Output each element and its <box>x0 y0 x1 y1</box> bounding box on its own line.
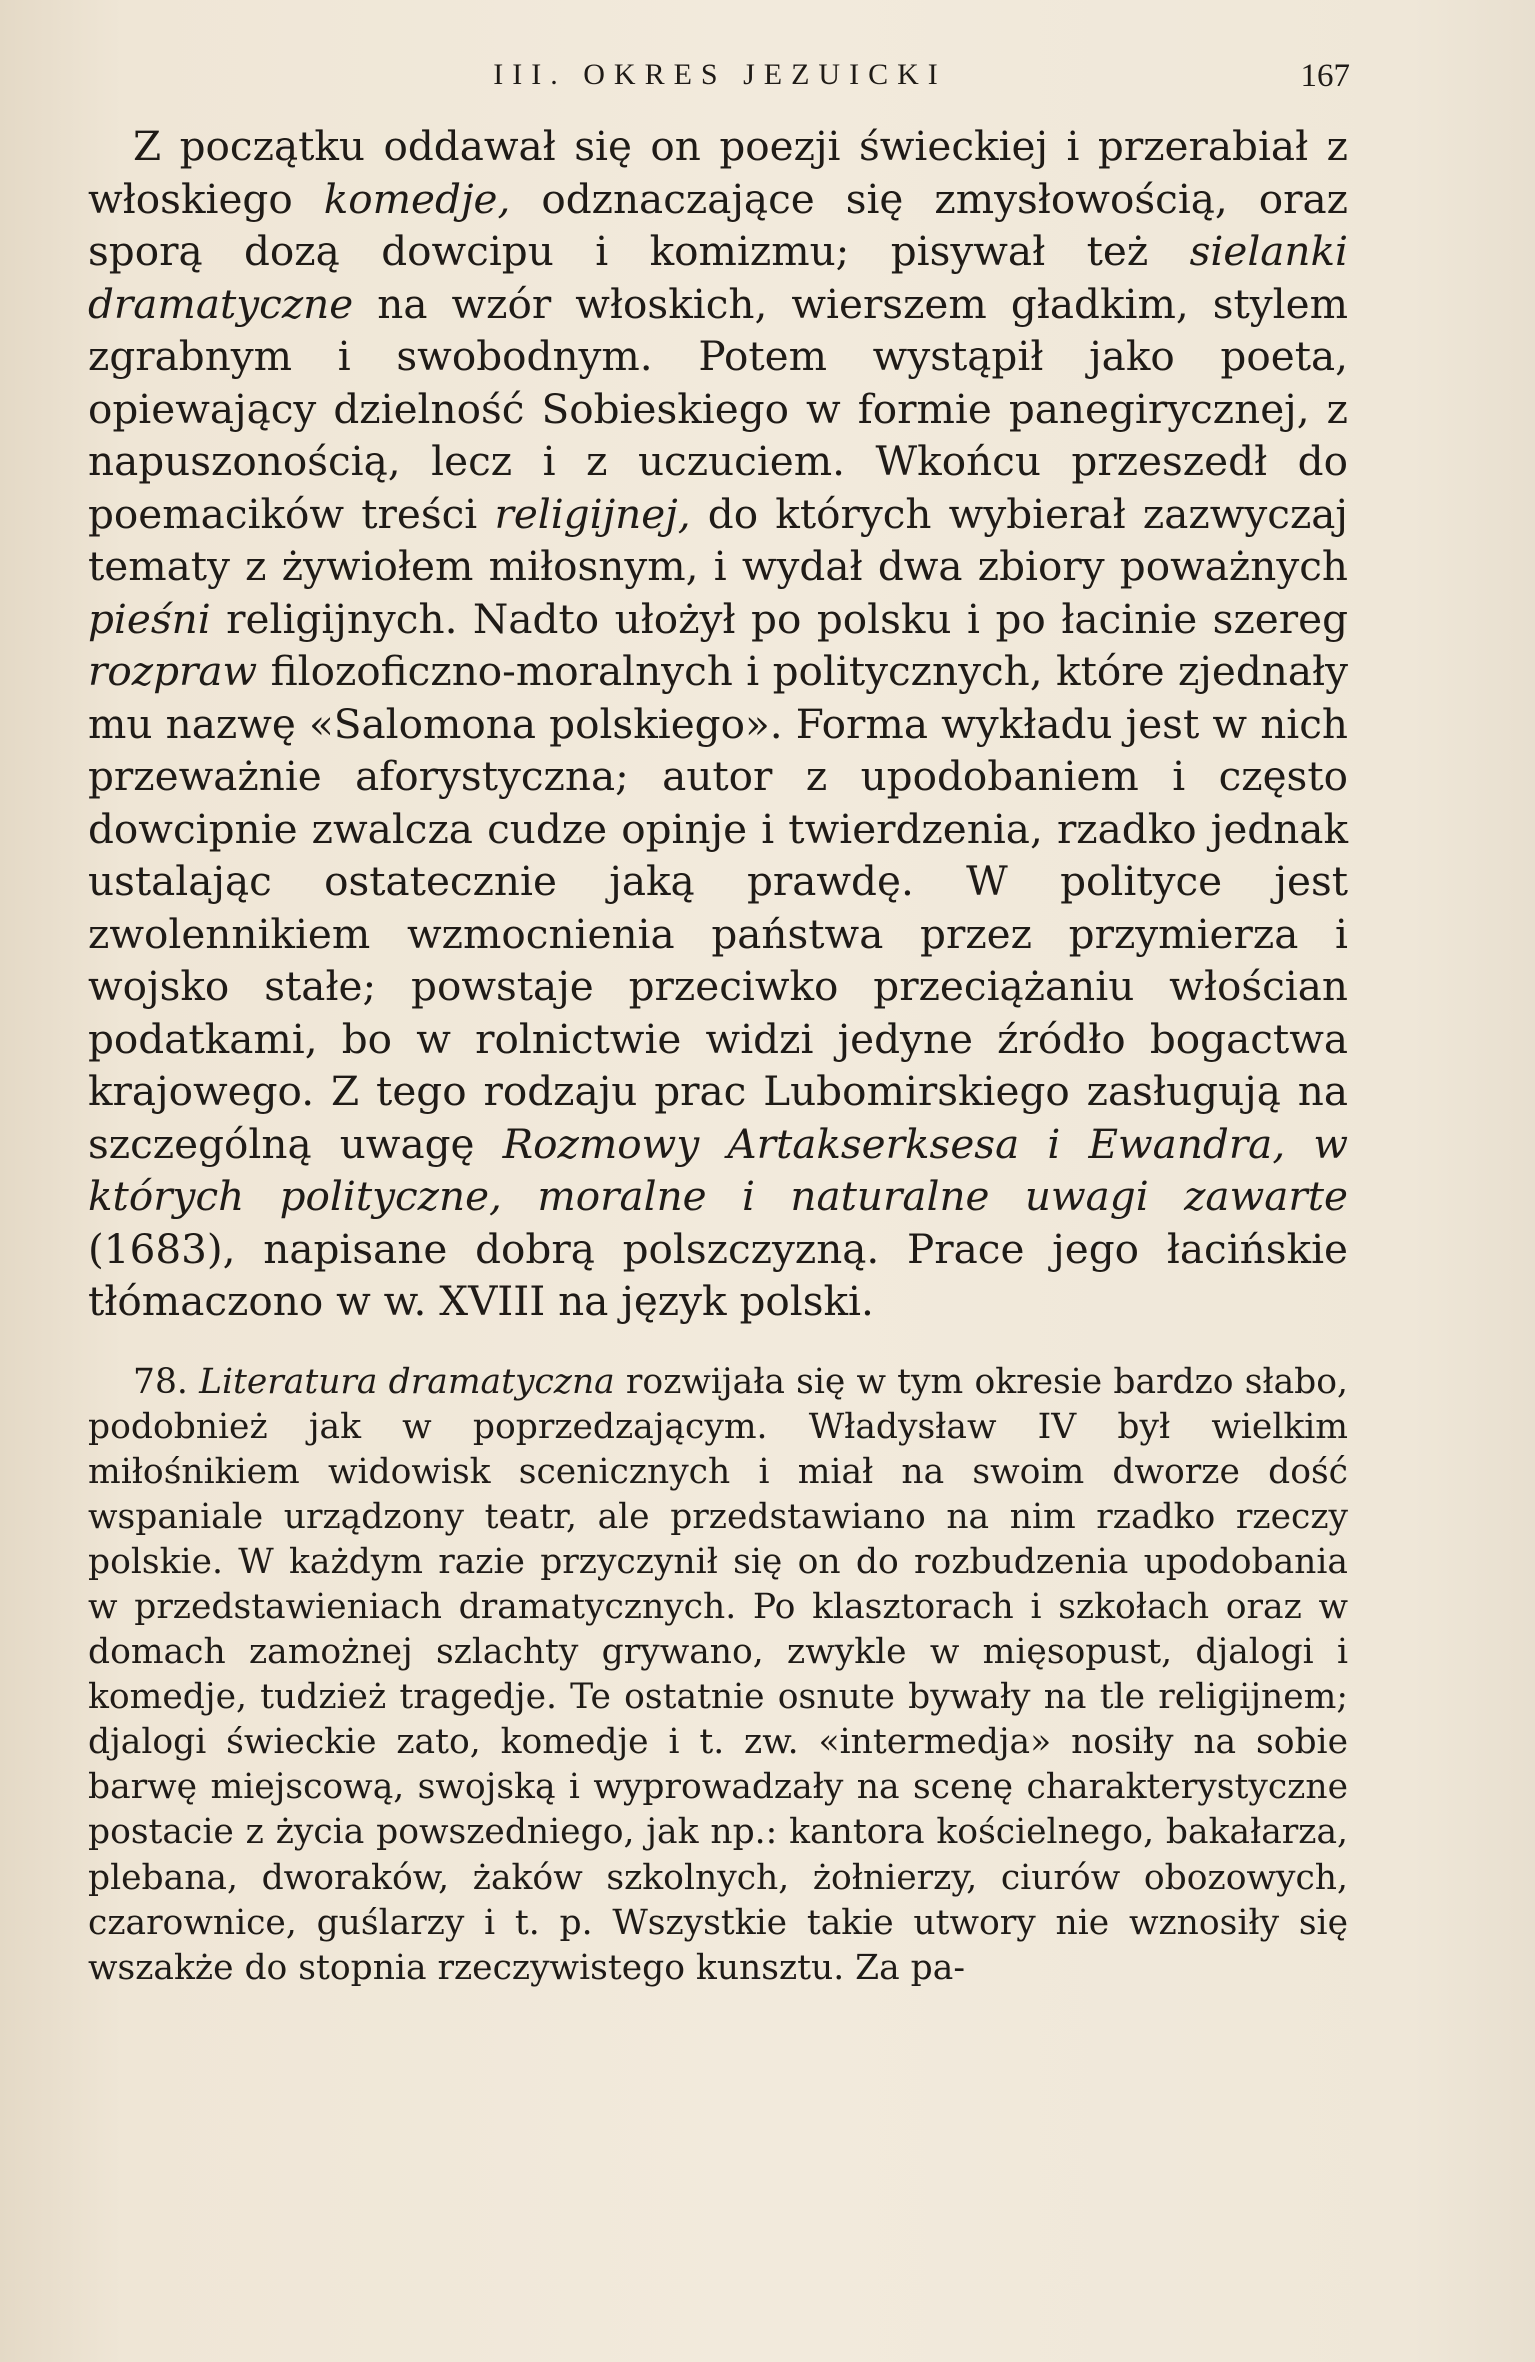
text-run: odznaczające się zmysłowością, oraz sporą dozą dowcipu i komizmu; pisywał też <box>88 174 1348 275</box>
italic-term: rozpraw <box>88 647 258 695</box>
italic-title: Rozmowy Artakserksesa i Ewandra, w których polityczne, moralne i naturalne uwagi zawarte <box>88 1119 1348 1220</box>
text-run: do których wybierał zazwyczaj tematy z żywiołem miłosnym, i wydał dwa zbiory poważnych <box>88 489 1348 590</box>
paragraph-lubomirski <box>88 120 1348 1328</box>
italic-term: pieśni <box>88 594 211 643</box>
page-body <box>88 120 1348 1991</box>
text-run: Z początku oddawał się on poezji świeckiej i przerabiał z włoskiego <box>88 122 1348 223</box>
text-run: (1683), napisane dobrą polszczyzną. Prace jego łacińskie tłómaczono w w. XVIII na język polski. <box>88 1224 1348 1325</box>
text-run: religijnych. Nadto ułożył po polsku i po łacinie szereg <box>210 594 1348 643</box>
text-run: rozwijała się w tym okresie bardzo słabo, podobnież jak w poprzedzającym. Władysław IV był wielkim miłośnikiem widowisk scenicznych i miał na swoim dworze dość wspaniale urządzony teatr, ale przedstawiano na nim rzadko rzeczy polskie. W każdym razie przyczynił się on do rozbudzenia upodobania w przedstawieniach dramatycznych. Po klasztorach i szkołach oraz w domach zamożnej szlachty grywano, zwykle w mięsopust, djalogi i komedje, tudzież tragedje. Te ostatnie osnute bywały na tle religijnem; djalogi świeckie zato, komedje i t. zw. «intermedja» nosiły na sobie barwę miejscową, swojską i wyprowadzały na scenę charakterystyczne postacie z życia powszedniego, jak np.: kantora kościelnego, bakałarza, plebana, dworaków, żaków szkolnych, żołnierzy, ciurów obozowych, czarownice, guślarzy i t. p. Wszystkie takie utwory nie wznosiły się wszakże do stopnia rzeczywistego kunsztu. Za pa- <box>88 1361 1349 1988</box>
italic-term: komedje, <box>323 174 511 223</box>
italic-term: sielanki dramatyczne <box>88 227 1348 328</box>
page-number: 167 <box>1300 58 1350 94</box>
text-run: na wzór włoskich, wierszem gładkim, stylem zgrabnym i swobodnym. Potem wystąpił jako poeta, opiewający dzielność Sobieskiego w formie panegirycznej, z napuszonością, lecz i z uczuciem. Wkońcu przeszedł do poemacików treści <box>88 279 1348 538</box>
page-header <box>90 58 1350 108</box>
text-run: filozoficzno-moralnych i politycznych, które zjednały mu nazwę «Salomona polskiego». Forma wykładu jest w nich przeważnie aforystyczna; autor z upodobaniem i często dowcipnie zwalcza cudze opinje i twierdzenia, rzadko jednak ustalając ostatecznie jaką prawdę. W polityce jest zwolennikiem wzmocnienia państwa przez przymierza i wojsko stałe; powstaje przeciwko przeciążaniu włościan podatkami, bo w rolnictwie widzi jedyne źródło bogactwa krajowego. Z tego rodzaju prac Lubomirskiego zasługują na szczególną uwagę <box>88 647 1348 1168</box>
running-title: III. OKRES JEZUICKI <box>493 58 947 91</box>
italic-term: religijnej, <box>494 489 691 538</box>
paragraph-number: 78. <box>133 1361 188 1402</box>
italic-heading: Literatura dramatyczna <box>199 1361 615 1402</box>
paragraph-78-dramatic-literature <box>88 1360 1348 1991</box>
